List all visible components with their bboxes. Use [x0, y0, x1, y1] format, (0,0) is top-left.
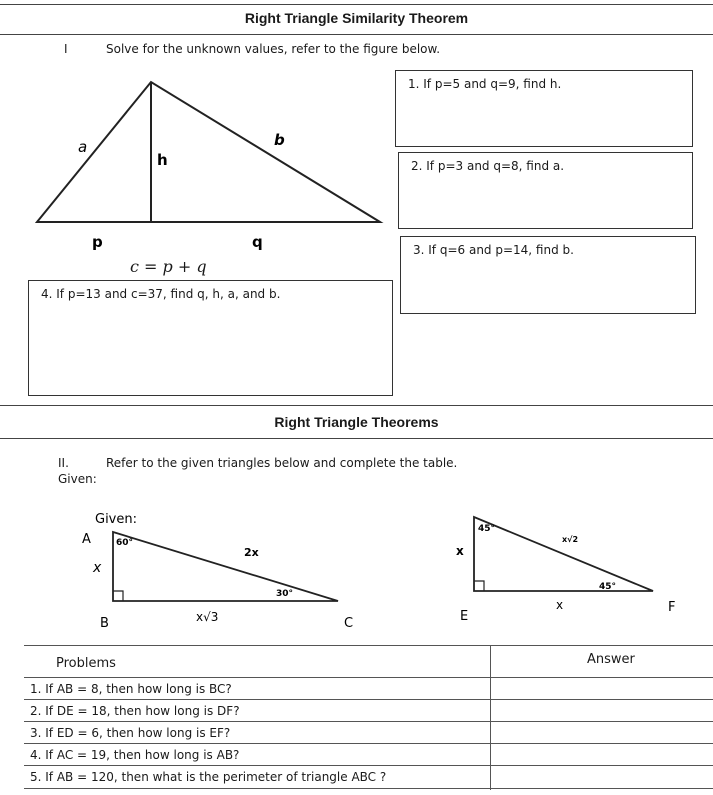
section1-rule [0, 34, 713, 35]
question-2: 2. If p=3 and q=8, find a. [411, 159, 565, 173]
vertex-c: C [344, 616, 354, 631]
problem-row-1: 1. If AB = 8, then how long is BC? [30, 682, 232, 696]
table-bottom-border [24, 788, 713, 789]
right-angle-mark-b [113, 591, 123, 601]
table-top-border [24, 645, 713, 646]
similarity-figure [30, 75, 390, 290]
question-box-2[interactable] [398, 152, 693, 229]
section2-title: Right Triangle Theorems [274, 414, 439, 430]
answer-cell-5[interactable] [491, 766, 713, 788]
side-ab: x [93, 560, 102, 576]
problem-row-3: 3. If ED = 6, then how long is EF? [30, 726, 231, 740]
right-triangle [37, 82, 380, 222]
section1-instruction: Solve for the unknown values, refer to the figure below. [106, 42, 441, 56]
answer-cell-2[interactable] [491, 700, 713, 721]
question-3: 3. If q=6 and p=14, find b. [413, 243, 574, 257]
label-p: p [92, 233, 103, 251]
col-problems: Problems [56, 656, 116, 671]
question-box-3[interactable] [400, 236, 696, 314]
angle-top: 45° [478, 524, 496, 534]
answer-cell-3[interactable] [491, 722, 713, 743]
formula: c = p + q [130, 257, 207, 276]
angle-f: 45° [599, 582, 617, 592]
right-angle-mark-e [474, 581, 484, 591]
problem-row-4: 4. If AC = 19, then how long is AB? [30, 748, 240, 762]
question-box-1[interactable] [395, 70, 693, 147]
section1-numeral: I [64, 42, 68, 56]
section2-numeral: II. [58, 456, 69, 470]
col-answer: Answer [587, 652, 635, 667]
question-box-4[interactable] [28, 280, 393, 396]
side-left: x [456, 544, 464, 558]
question-1: 1. If p=5 and q=9, find h. [408, 77, 562, 91]
given-label: Given: [58, 472, 97, 486]
problem-row-5: 5. If AB = 120, then what is the perimeter of triangle ABC ? [30, 770, 387, 784]
triangle-abc-shape [113, 532, 338, 601]
triangle-ef-shape [474, 517, 653, 591]
label-h: h [157, 151, 168, 169]
tri1-given: Given: [95, 512, 137, 527]
triangle-abc [80, 505, 370, 635]
label-q: q [252, 233, 263, 251]
section1-title: Right Triangle Similarity Theorem [244, 10, 469, 26]
triangle-ef [448, 505, 698, 625]
side-bc: x√3 [196, 610, 219, 624]
angle-a: 60° [116, 538, 134, 548]
section2-rule-top [0, 405, 713, 406]
vertex-b: B [100, 616, 109, 631]
side-ac: 2x [244, 546, 259, 559]
label-a: a [78, 138, 88, 156]
question-4: 4. If p=13 and c=37, find q, h, a, and b. [41, 287, 281, 301]
top-rule [0, 4, 713, 5]
side-bottom: x [556, 598, 564, 612]
problem-row-2: 2. If DE = 18, then how long is DF? [30, 704, 240, 718]
side-hyp: x√2 [562, 535, 579, 544]
vertex-e: E [460, 609, 469, 624]
vertex-f: F [668, 600, 676, 615]
section2-instruction: Refer to the given triangles below and complete the table. [106, 456, 458, 470]
label-b: b [274, 131, 285, 149]
answer-cell-4[interactable] [491, 744, 713, 765]
section2-rule-bottom [0, 438, 713, 439]
vertex-a: A [82, 532, 91, 547]
answer-cell-1[interactable] [491, 678, 713, 699]
angle-c: 30° [276, 589, 294, 599]
